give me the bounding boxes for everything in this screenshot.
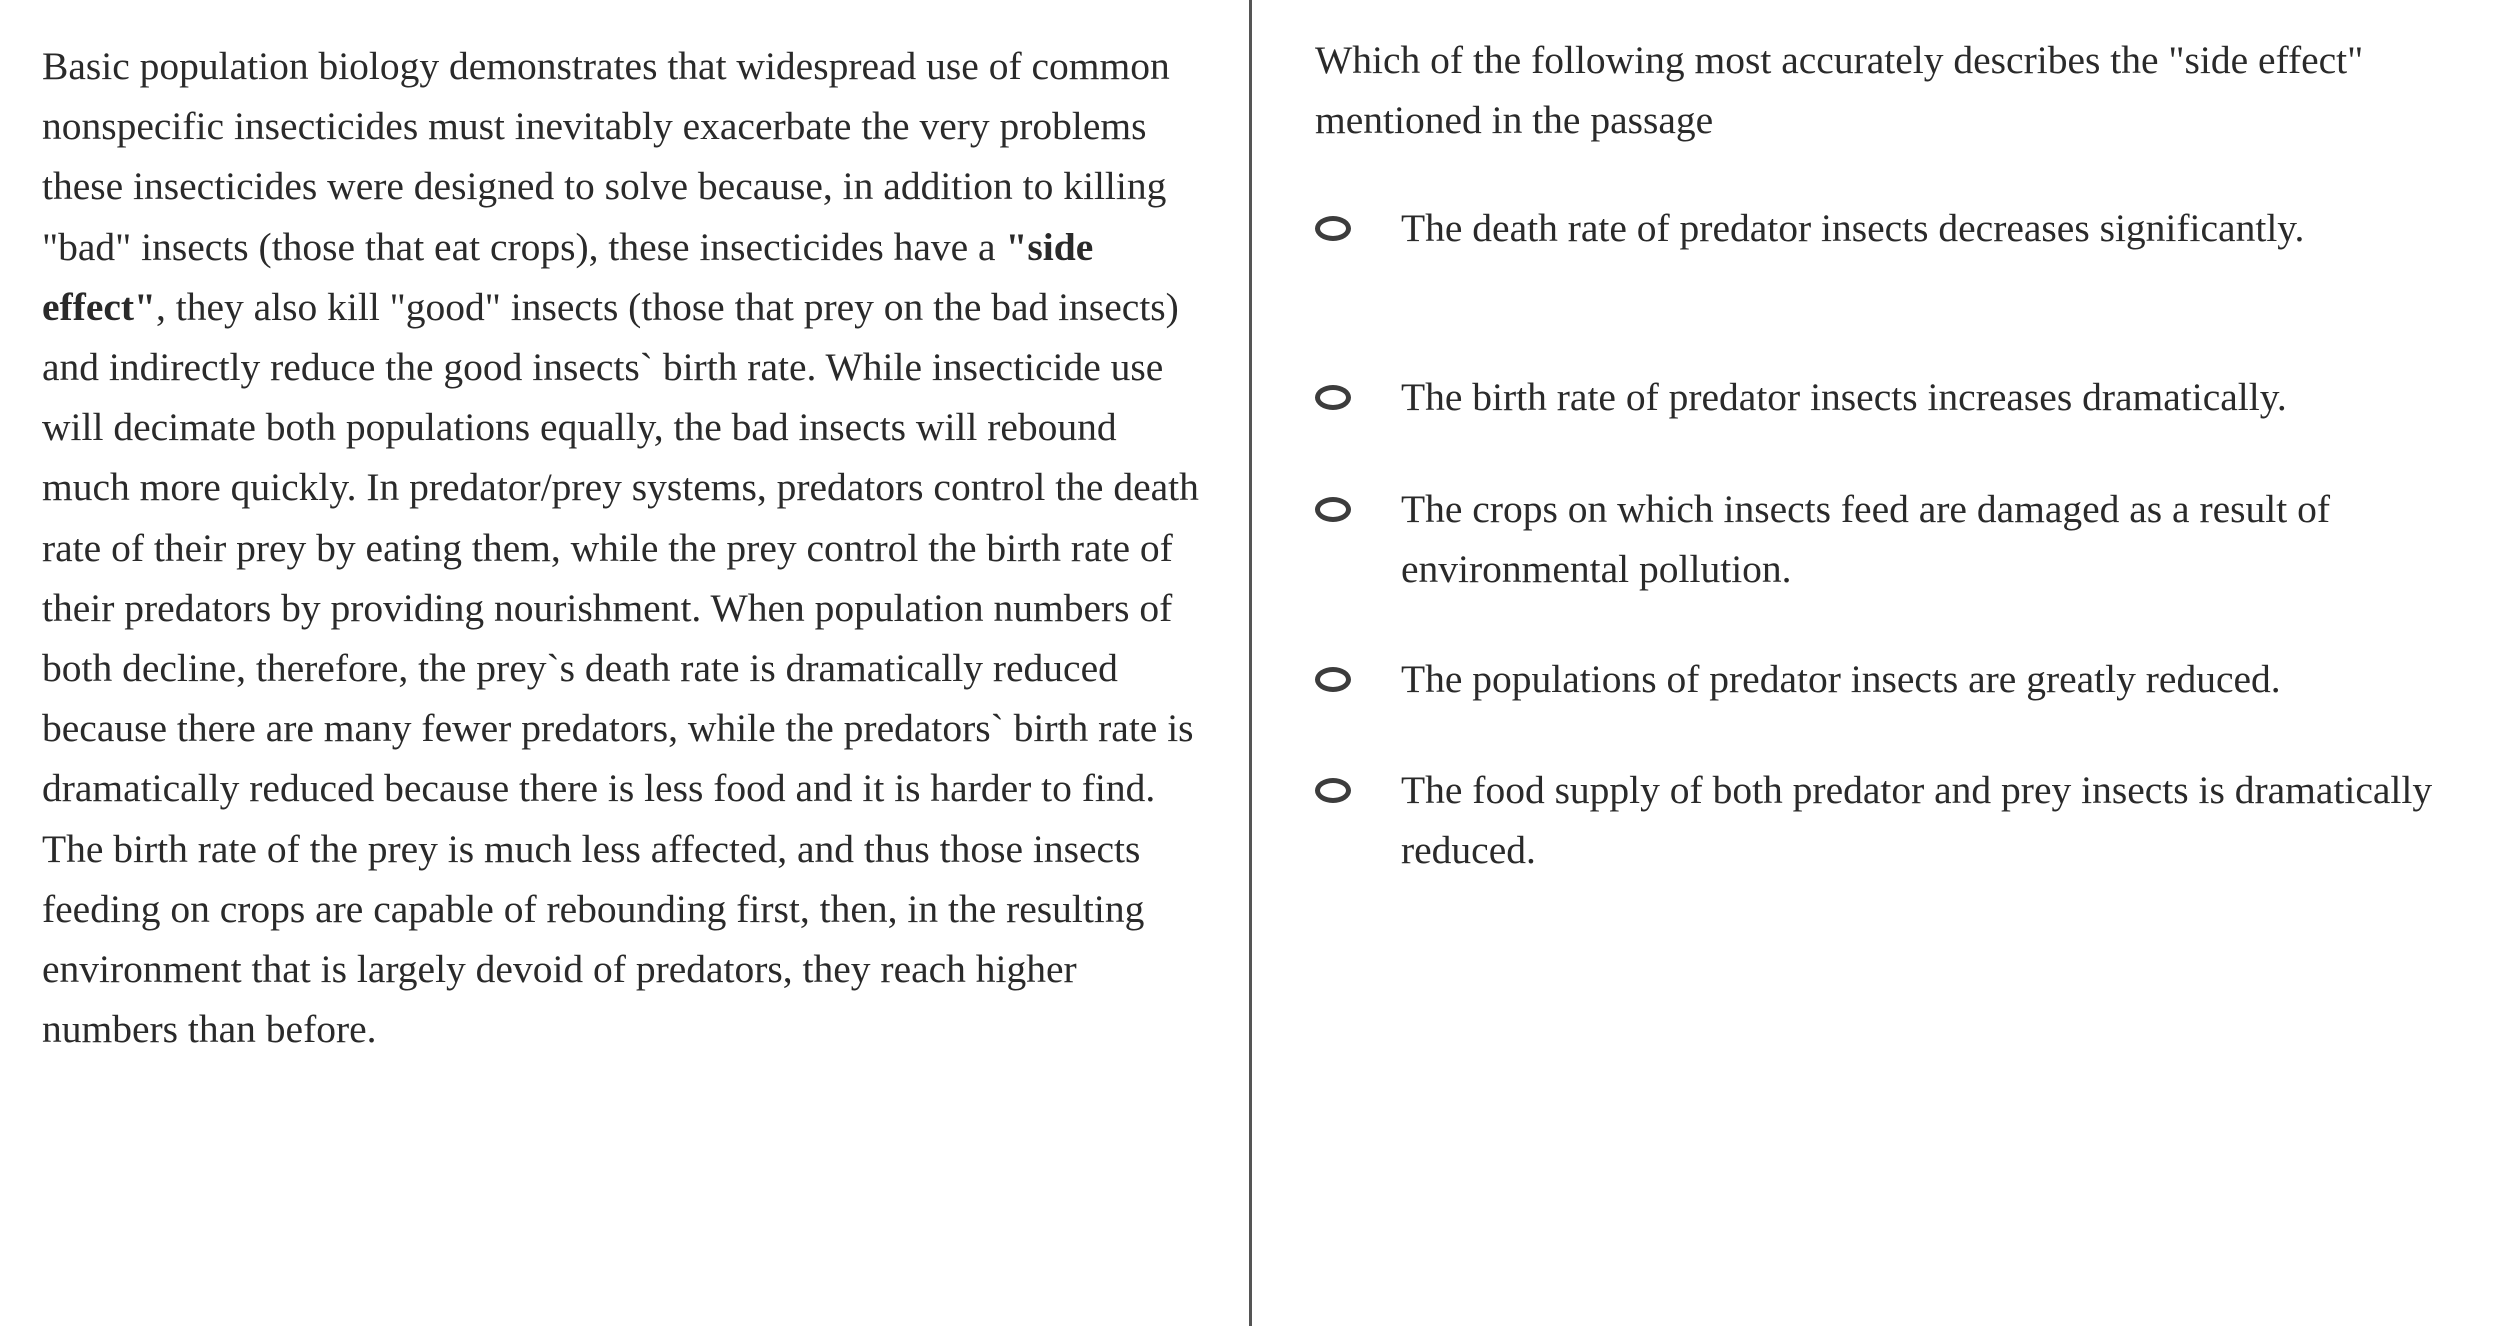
answer-option-d[interactable] [1315, 649, 2475, 709]
passage-text [42, 36, 1212, 1059]
answer-option-a[interactable] [1315, 198, 2475, 258]
radio-button-icon[interactable] [1315, 667, 1351, 692]
answer-option-e[interactable] [1315, 760, 2475, 880]
passage-pane [0, 0, 1249, 1326]
question-pane [1252, 0, 2513, 1326]
passage-highlight: "side effect" [42, 224, 1094, 329]
answer-option-label: The crops on which insects feed are damaged as a result of environmental pollution. [1401, 487, 2330, 592]
question-prompt: Which of the following most accurately describes the "side effect" mentioned in the passage [1315, 38, 2364, 143]
passage-text-part-1: Basic population biology demonstrates that widespread use of common nonspecific insecticides must inevitably exacerbate the very problems these insecticides were designed to solve because, in addition to killing "bad" insects (those that eat crops), these insecticides have a [42, 44, 1170, 269]
answer-option-label: The food supply of both predator and prey insects is dramatically reduced. [1401, 768, 2433, 873]
answer-option-label: The populations of predator insects are greatly reduced. [1401, 657, 2281, 701]
answer-option-label: The death rate of predator insects decreases significantly. [1401, 206, 2305, 250]
answer-option-c[interactable] [1315, 479, 2475, 599]
radio-button-icon[interactable] [1315, 778, 1351, 803]
answer-option-label: The birth rate of predator insects increases dramatically. [1401, 375, 2287, 419]
radio-button-icon[interactable] [1315, 497, 1351, 522]
radio-button-icon[interactable] [1315, 385, 1351, 410]
answer-option-b[interactable] [1315, 367, 2475, 427]
radio-button-icon[interactable] [1315, 216, 1351, 241]
passage-text-part-2: , they also kill "good" insects (those that prey on the bad insects) and indirectly reduce the good insects` birth rate. While insecticide use will decimate both populations equally, the bad insects will rebound much more quickly. In predator/prey systems, predators control the death rate of their prey by eating them, while the prey control the birth rate of their predators by providing nourishment. When population numbers of both decline, therefore, the prey`s death rate is dramatically reduced because there are many fewer predators, while the predators` birth rate is dramatically reduced because there is less food and it is harder to find. The birth rate of the prey is much less affected, and thus those insects feeding on crops are capable of rebounding first, then, in the resulting environment that is largely devoid of predators, they reach higher numbers than before. [42, 284, 1199, 1052]
